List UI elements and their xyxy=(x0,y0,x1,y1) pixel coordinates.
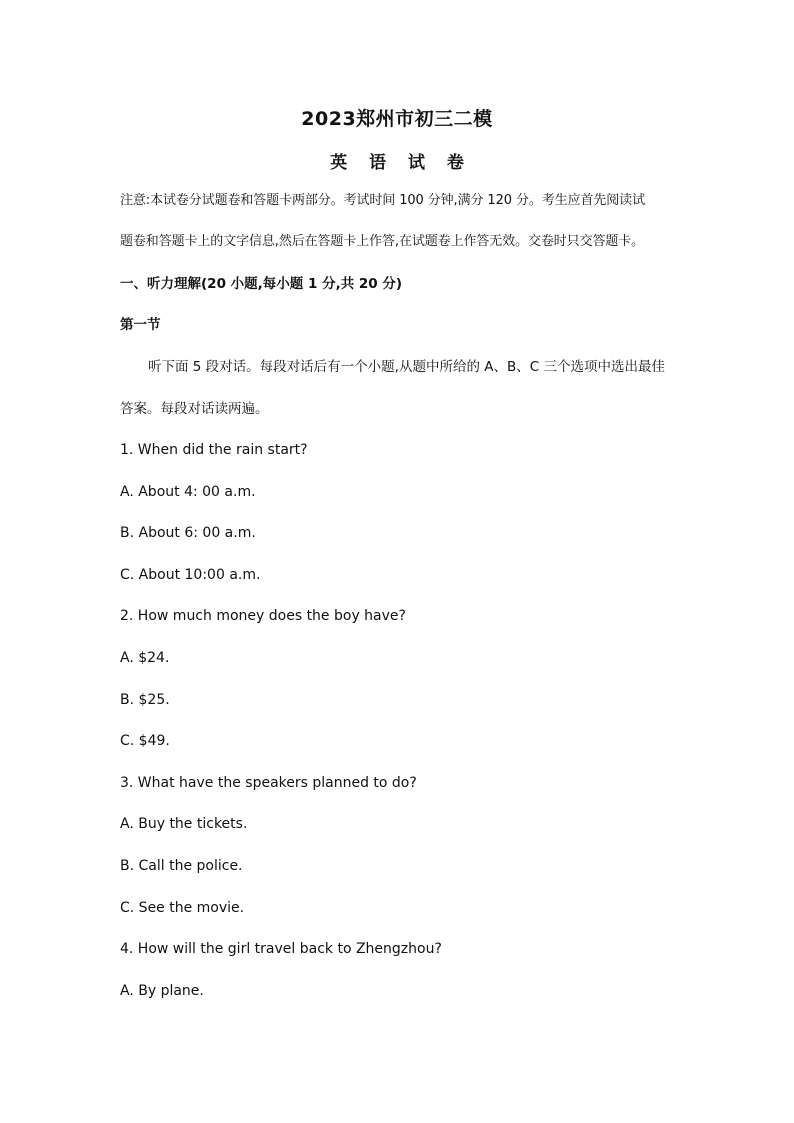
answer-option: B. $25. xyxy=(120,692,170,708)
answer-option: B. Call the police. xyxy=(120,858,243,874)
section-label: 第一节 xyxy=(120,317,161,333)
question-stem: 2. How much money does the boy have? xyxy=(120,608,406,624)
answer-option: C. See the movie. xyxy=(120,900,245,916)
exam-subtitle: 英 语 试 卷 xyxy=(330,153,472,173)
exam-title: 2023郑州市初三二模 xyxy=(301,108,493,130)
question-stem: 3. What have the speakers planned to do? xyxy=(120,775,417,791)
notice-line-1: 注意:本试卷分试题卷和答题卡两部分。考试时间 100 分钟,满分 120 分。考生应首先阅读试 xyxy=(120,193,645,208)
answer-option: C. $49. xyxy=(120,733,170,749)
instructions-line-1: 听下面 5 段对话。每段对话后有一个小题,从题中所给的 A、B、C 三个选项中选出最佳 xyxy=(148,359,665,375)
answer-option: A. About 4: 00 a.m. xyxy=(120,484,256,500)
answer-option: B. About 6: 00 a.m. xyxy=(120,525,256,541)
notice-line-2: 题卷和答题卡上的文字信息,然后在答题卡上作答,在试题卷上作答无效。交卷时只交答题卡。 xyxy=(120,234,645,249)
question-stem: 1. When did the rain start? xyxy=(120,442,308,458)
answer-option: C. About 10:00 a.m. xyxy=(120,567,261,583)
part-one-heading: 一、听力理解(20 小题,每小题 1 分,共 20 分) xyxy=(120,276,403,292)
answer-option: A. $24. xyxy=(120,650,170,666)
answer-option: A. By plane. xyxy=(120,983,204,999)
answer-option: A. Buy the tickets. xyxy=(120,816,248,832)
instructions-line-2: 答案。每段对话读两遍。 xyxy=(120,401,269,417)
question-stem: 4. How will the girl travel back to Zhengzhou? xyxy=(120,941,442,957)
